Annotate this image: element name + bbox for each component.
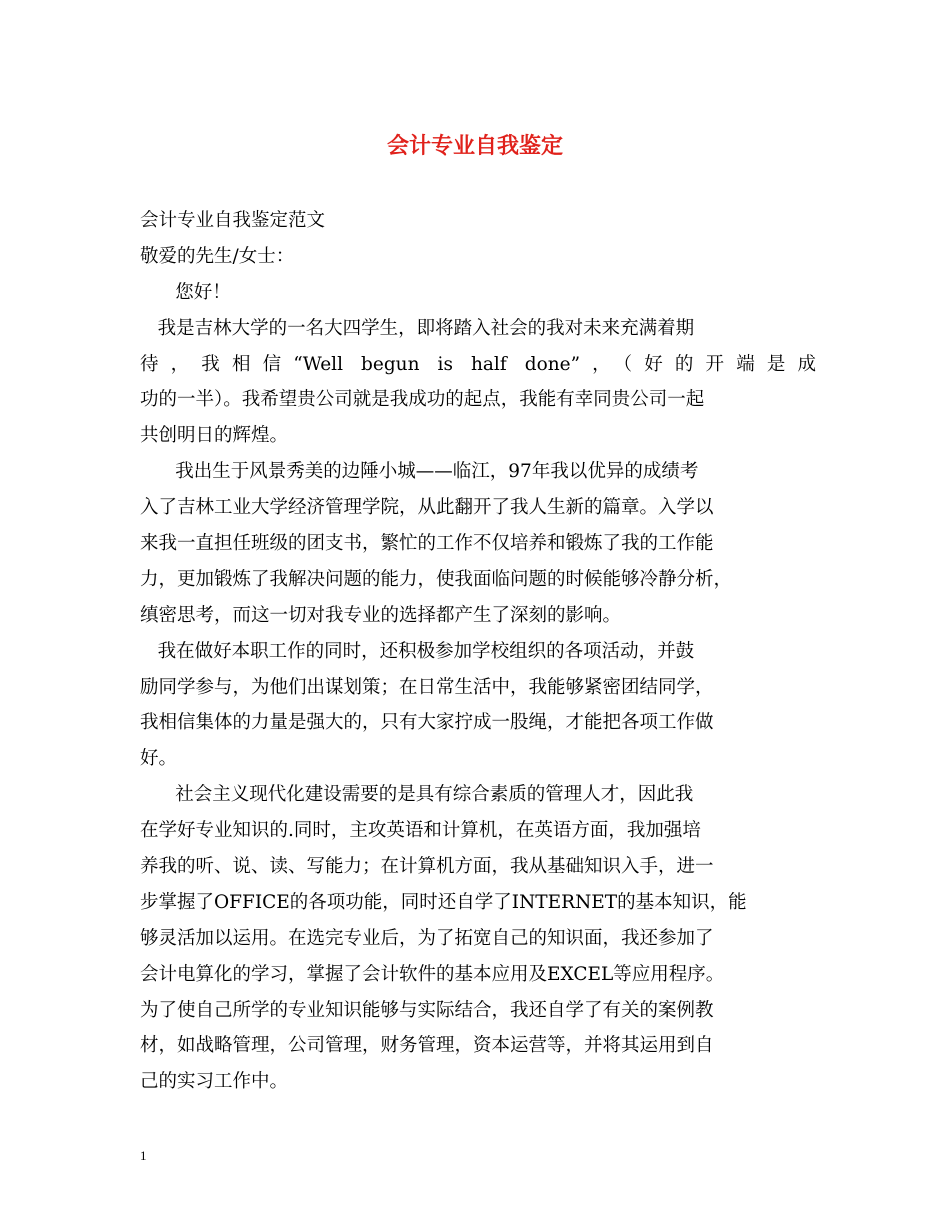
text-line: 入了吉林工业大学经济管理学院，从此翻开了我人生新的篇章。入学以 bbox=[140, 497, 714, 519]
text-line: 我出生于风景秀美的边陲小城——临江，97年我以优异的成绩考 bbox=[140, 461, 699, 483]
text-line: 来我一直担任班级的团支书，繁忙的工作不仅培养和锻炼了我的工作能 bbox=[140, 533, 714, 555]
text-line: 为了使自己所学的专业知识能够与实际结合，我还自学了有关的案例教 bbox=[140, 999, 714, 1021]
text-line: 养我的听、说、读、写能力；在计算机方面，我从基础知识入手，进一 bbox=[140, 856, 714, 878]
text-line: 会计电算化的学习，掌握了会计软件的基本应用及EXCEL等应用程序。 bbox=[140, 963, 725, 985]
text-line: 我是吉林大学的一名大四学生，即将踏入社会的我对未来充满着期 bbox=[140, 317, 695, 339]
text-line: 在学好专业知识的.同时，主攻英语和计算机，在英语方面，我加强培 bbox=[140, 820, 701, 842]
document-title: 会计专业自我鉴定 bbox=[386, 133, 563, 159]
page-number: 1 bbox=[140, 1148, 147, 1163]
text-line: 力，更加锻炼了我解决问题的能力，使我面临问题的时候能够冷静分析， bbox=[140, 568, 733, 590]
text-line: 功的一半）。我希望贵公司就是我成功的起点，我能有幸同贵公司一起 bbox=[140, 389, 705, 411]
text-line: 社会主义现代化建设需要的是具有综合素质的管理人才，因此我 bbox=[140, 784, 694, 806]
text-line: 材，如战略管理，公司管理，财务管理，资本运营等，并将其运用到自 bbox=[140, 1035, 714, 1057]
text-line: 励同学参与，为他们出谋划策；在日常生活中，我能够紧密团结同学， bbox=[140, 676, 714, 698]
text-line: 己的实习工作中。 bbox=[140, 1071, 289, 1093]
text-line: 敬爱的先生/女士： bbox=[140, 245, 295, 267]
text-line: 我相信集体的力量是强大的，只有大家拧成一股绳，才能把各项工作做 bbox=[140, 712, 714, 734]
text-line: 我在做好本职工作的同时，还积极参加学校组织的各项活动，并鼓 bbox=[140, 640, 695, 662]
text-line: 您好！ bbox=[140, 281, 231, 303]
text-line: 待，我相信“Well begun is half done”，（好的开端是成 bbox=[140, 353, 816, 375]
text-line: 够灵活加以运用。在选完专业后，为了拓宽自己的知识面，我还参加了 bbox=[140, 927, 714, 949]
text-line: 会计专业自我鉴定范文 bbox=[140, 210, 326, 231]
text-line: 缜密思考，而这一切对我专业的选择都产生了深刻的影响。 bbox=[140, 604, 622, 626]
document-body bbox=[140, 203, 816, 1100]
text-line: 共创明日的辉煌。 bbox=[140, 425, 289, 447]
text-line: 好。 bbox=[140, 748, 178, 770]
text-line: 步掌握了OFFICE的各项功能，同时还自学了INTERNET的基本知识，能 bbox=[140, 891, 747, 913]
